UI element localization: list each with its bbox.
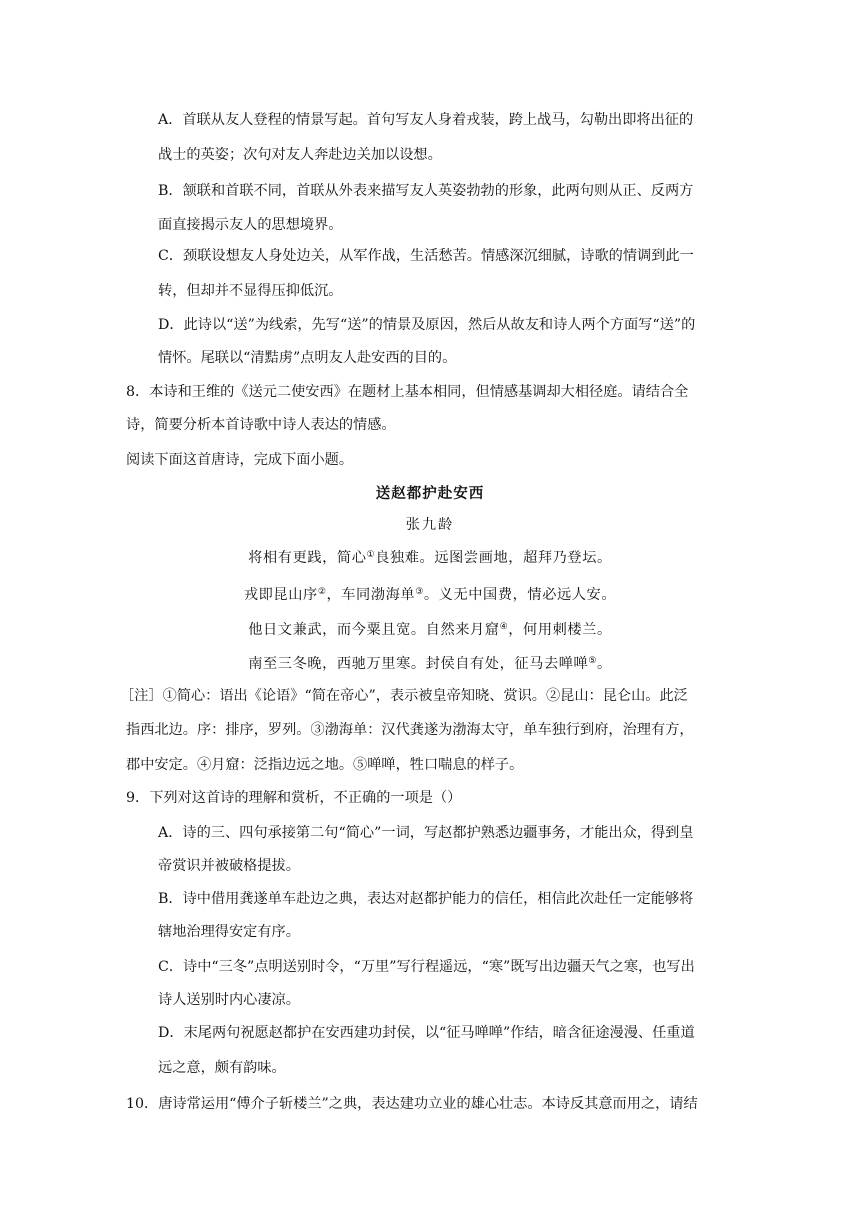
q7-option-c-line1: C．颈联设想友人身处边关，从军作战，生活愁苦。情感深沉细腻，诗歌的情调到此一	[158, 248, 694, 264]
poem-line-4	[0, 654, 860, 674]
q9-option-b-line1: B．诗中借用龚遂单车赴边之典，表达对赵都护能力的信任，相信此次赴任一定能够将	[158, 891, 694, 907]
footnote-mark: ①	[366, 550, 376, 560]
q9-option-d-line1: D．末尾两句祝愿赵都护在安西建功封侯，以“征马啴啴”作结，暗含征途漫漫、任重道	[158, 1025, 695, 1041]
q9-option-c-line2: 诗人送别时内心凄凉。	[158, 992, 300, 1008]
q9-option-a-line1: A．诗的三、四句承接第二句“简心”一词，写赵都护熟悉边疆事务，才能出众，得到皇	[158, 825, 694, 841]
q9-option-b-line2: 辖地治理得安定有序。	[158, 924, 300, 940]
q7-option-b-line2: 面直接揭示友人的思想境界。	[158, 217, 343, 233]
poem-line-1	[0, 548, 860, 568]
question-9: 9．下列对这首诗的理解和赏析，不正确的一项是（）	[126, 790, 462, 806]
question-10: 10．唐诗常运用“傅介子斩楼兰”之典，表达建功立业的雄心壮志。本诗反其意而用之，请结	[126, 1096, 698, 1112]
poem-text: 将相有更践，简心	[248, 550, 367, 566]
question-8-line2: 诗，简要分析本首诗歌中诗人表达的情感。	[126, 417, 396, 433]
question-8-line1: 8．本诗和王维的《送元二使安西》在题材上基本相同，但情感基调却大相径庭。请结合全	[126, 384, 689, 400]
footnote-mark: ②	[317, 587, 327, 597]
q7-option-c-line2: 转，但却并不显得压抑低沉。	[158, 283, 343, 299]
poem-text: 戎即昆山序	[243, 587, 318, 603]
poem-line-2	[0, 585, 860, 605]
footnote-mark: ⑤	[588, 656, 597, 666]
poem-text: 南至三冬晚，西驰万里寒。封侯自有处，征马去啴啴	[248, 656, 589, 672]
poem-text: 他日文兼武，而今粟且宽。自然来月窟	[248, 622, 500, 638]
poem-title: 送赵都护赴安西	[375, 485, 485, 502]
q7-option-d-line2: 情怀。尾联以“清黠虏”点明友人赴安西的目的。	[158, 350, 457, 366]
q7-option-a-line1: A．首联从友人登程的情景写起。首句写友人身着戎装，跨上战马，勾勒出即将出征的	[158, 112, 694, 128]
poem-text: ，车同渤海单	[326, 587, 416, 603]
poem-text: 。	[597, 656, 612, 672]
annotation-line1: ［注］①简心：语出《论语》“简在帝心”，表示被皇帝知晓、赏识。②昆山：昆仑山。此泛	[120, 688, 688, 704]
poem-text: 良独难。远图尝画地，超拜乃登坛。	[375, 550, 612, 566]
annotation-line2: 指西北边。序：排序，罗列。③渤海单：汉代龚遂为渤海太守，单车独行到府，治理有方，	[126, 722, 694, 738]
q7-option-b-line1: B．颔联和首联不同，首联从外表来描写友人英姿勃勃的形象，此两句则从正、反两方	[158, 183, 694, 199]
poem-author: 张九龄	[405, 517, 455, 533]
q9-option-c-line1: C．诗中“三冬”点明送别时令，“万里”写行程遥远，“寒”既写出边疆天气之寒，也写出	[158, 959, 695, 975]
poem-line-3	[0, 620, 860, 640]
q9-option-a-line2: 帝赏识并被破格提拔。	[158, 858, 300, 874]
reading-instruction: 阅读下面这首唐诗，完成下面小题。	[126, 452, 354, 468]
annotation-line3: 郡中安定。④月窟：泛指边远之地。⑤啴啴，牲口喘息的样子。	[126, 757, 524, 773]
footnote-mark: ④	[499, 622, 509, 632]
q7-option-d-line1: D．此诗以“送”为线索，先写“送”的情景及原因，然后从故友和诗人两个方面写“送”的	[158, 317, 696, 333]
footnote-mark: ③	[415, 587, 424, 597]
poem-text: ，何用刺楼兰。	[508, 622, 612, 638]
poem-text: 。义无中国费，情必远人安。	[423, 587, 617, 603]
q9-option-d-line2: 远之意，颇有韵味。	[158, 1060, 286, 1076]
q7-option-a-line2: 战士的英姿；次句对友人奔赴边关加以设想。	[158, 147, 442, 163]
